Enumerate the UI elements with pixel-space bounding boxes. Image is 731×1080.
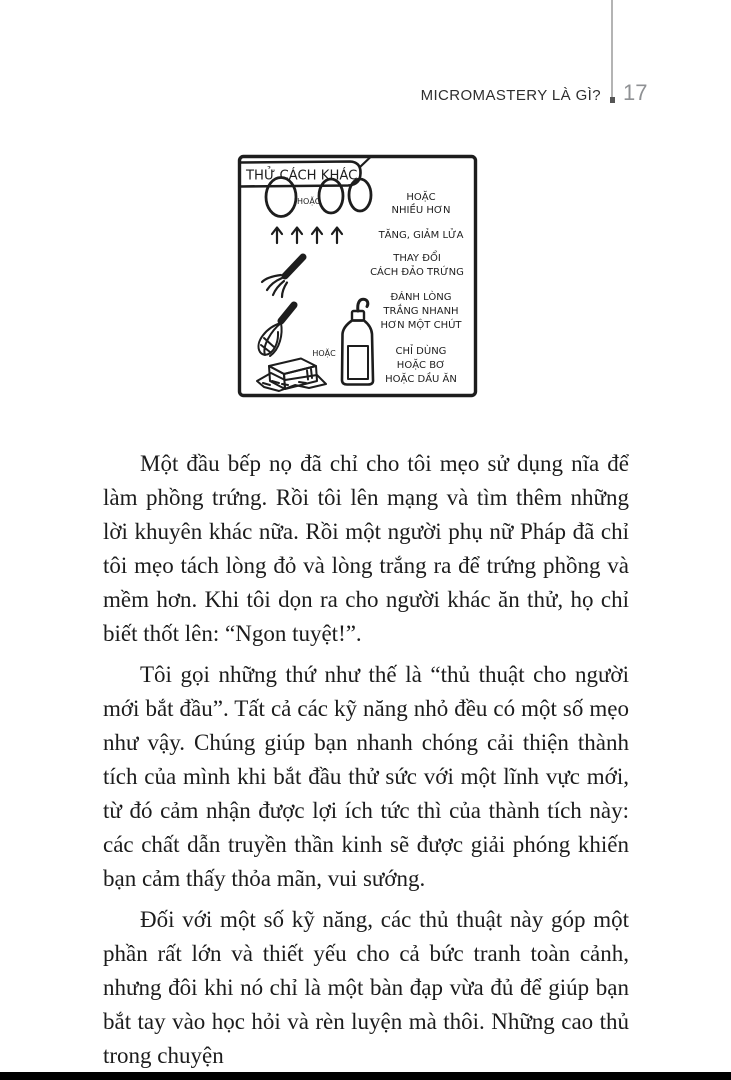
heat-label: TĂNG, GIẢM LỬA [378,230,464,241]
body-paragraph: Tôi gọi những thứ như thế là “thủ thuật cho người mới bắt đầu”. Tất cả các kỹ năng nhỏ đều có một số mẹo như vậy. Chúng giúp bạn nhanh chóng cải thiện thành tích của mình khi bắt đầu thử sức với một lĩnh vực mới, từ đó cảm nhận được lợi ích tức thì của thành tích này: các chất dẫn truyền thần kinh sẽ được giải phóng khiến bạn cảm thấy thỏa mãn, vui sướng. [103,662,629,891]
header-divider [611,0,613,103]
or-label-fat: HOẶC [312,349,336,358]
body-paragraph: Đối với một số kỹ năng, các thủ thuật này góp một phần rất lớn và thiết yếu cho cả bức tranh toàn cảnh, nhưng đôi khi nó chỉ là một bàn đạp vừa đủ để giúp bạn bắt tay vào học hỏi và rèn luyện mà thôi. Những cao thủ trong chuyện [103,907,629,1068]
banner-tab [240,158,370,187]
running-header-title: MICROMASTERY LÀ GÌ? [420,87,601,104]
body-text-block [103,447,629,1080]
fat-label-line1: CHỈ DÙNG [395,346,447,357]
eggs-label-line1: HOẶC [406,192,436,203]
page-number: 17 [623,80,648,105]
page-bottom-edge [0,1072,731,1080]
whisk-label-line2: TRẮNG NHANH [383,306,459,317]
stir-label-line2: CÁCH ĐẢO TRỨNG [370,267,464,278]
banner-label: THỬ CÁCH KHÁC! [246,168,363,184]
whisk-label-line3: HƠN MỘT CHÚT [380,320,462,331]
fat-label-line3: HOẶC DẦU ĂN [385,374,457,385]
or-label-eggs: HOẶC [297,197,321,206]
omelette-tips-illustration [237,154,479,399]
stir-label-line1: THAY ĐỔI [393,253,441,264]
fat-label-line2: HOẶC BƠ [396,360,446,371]
illustration-canvas [237,154,479,399]
divider-foot [610,97,615,103]
eggs-label-line2: NHIỀU HƠN [391,205,451,216]
whisk-label-line1: ĐÁNH LÒNG [390,292,452,303]
body-paragraph: Một đầu bếp nọ đã chỉ cho tôi mẹo sử dụng nĩa để làm phồng trứng. Rồi tôi lên mạng và tìm thêm những lời khuyên khác nữa. Rồi một người phụ nữ Pháp đã chỉ tôi mẹo tách lòng đỏ và lòng trắng ra để trứng phồng và mềm hơn. Khi tôi dọn ra cho người khác ăn thử, họ chỉ biết thốt lên: “Ngon tuyệt!”. [103,451,629,646]
